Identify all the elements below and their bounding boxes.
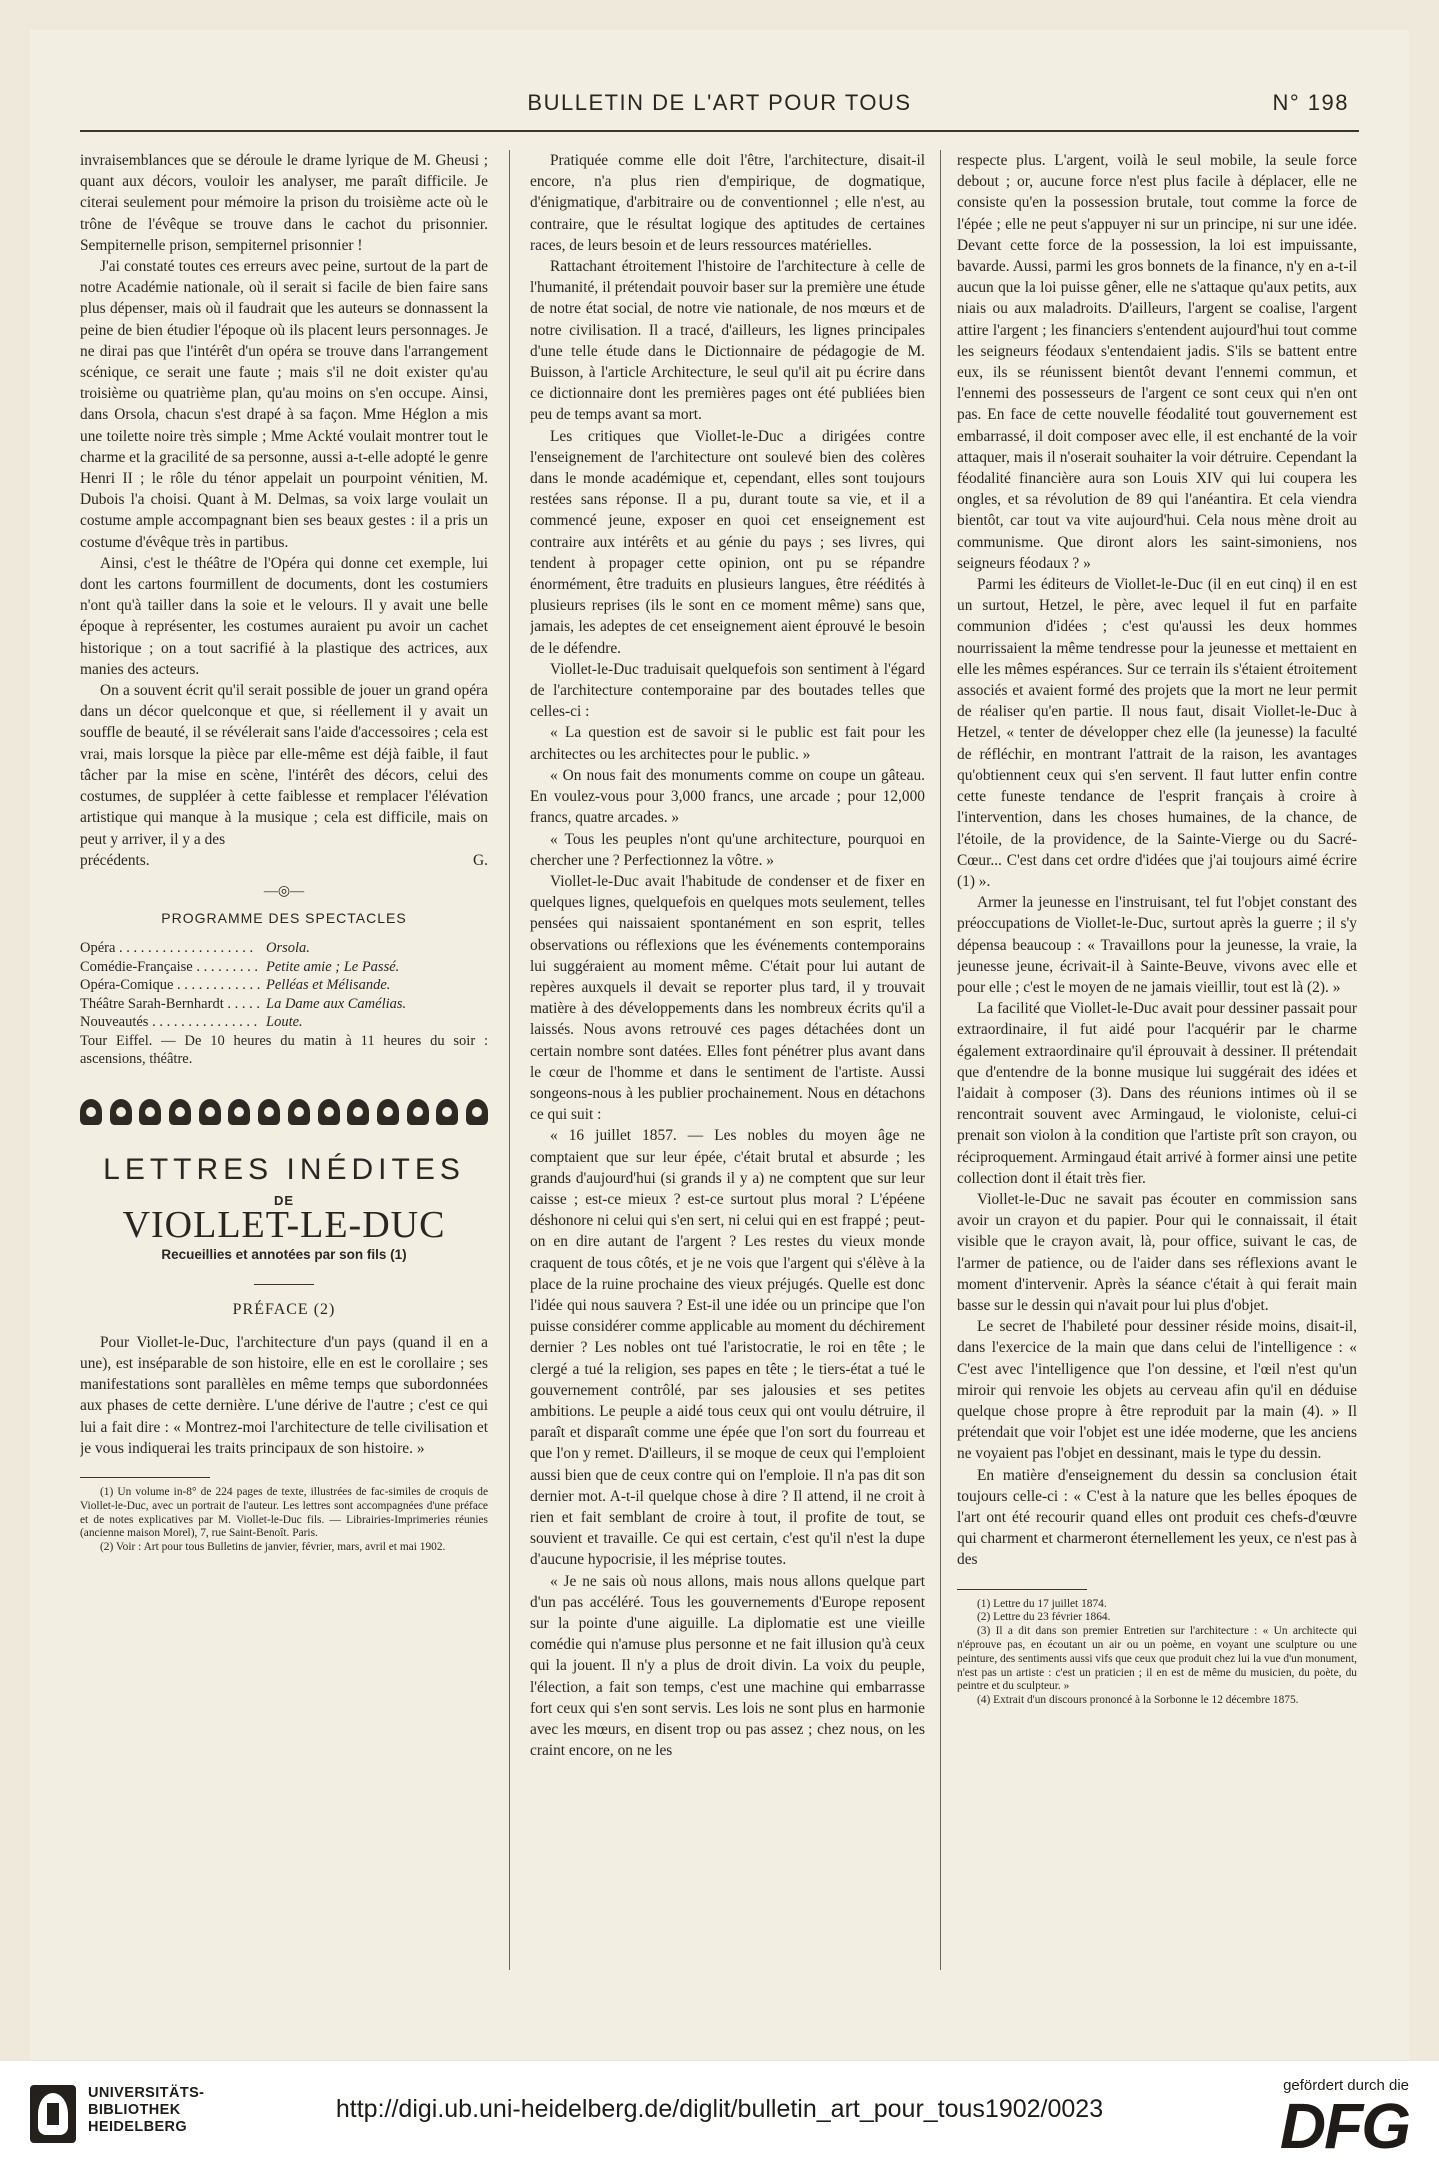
section-ornament: —◎— [263,883,305,899]
quote: « Je ne sais où nous allons, mais nous allons quelque part d'un pas accéléré. Tous les gouvernements d'Europe reposent sur la pointe d'une aiguille. La diplomatie est une vieille comédie qui n'amuse plus personne et ne fait illusion qu'à ceux qui la jouent. Il n'y a plus de droit divin. La voix du peuple, l'élection, a fait son temps, c'est une machine qui embarrasse fort ceux qui s'en sont servis. Les lois ne sont plus en harmonie avec les mœurs, en disent trop ou pas assez ; chez nous, on les craint encore, on ne les [530,1572,925,1760]
dfg-logo[interactable]: DFG [1279,2090,1409,2162]
paragraph: La facilité que Viollet-le-Duc avait pour dessiner passait pour extraordinaire, il fut aidé pour l'acquérir par le charme également extraordinaire qu'il éprouvait à dessiner. Il prétendait que d'entendre de la bonne musique lui suggérait des idées et l'aidait à composer (3). Dans des réunions intimes où il se rencontrait souvent avec Armingaud, le violoniste, celui-ci prenait son violon à la condition que l'artiste prît son crayon, ou réciproquement. Armingaud était arrivé à former ainsi une petite collection dont il était très fier. [957,1000,1357,1187]
programme-row [80,939,488,958]
newspaper-page [30,30,1409,2060]
programme-row [80,958,488,977]
paragraph: Armer la jeunesse en l'instruisant, tel fut l'objet constant des préoccupations de Viollet-le-Duc, surtout après la guerre ; il s'y dépensa beaucoup : « Travaillons pour la jeunesse, la vraie, la jeunesse jeune, écrivait-il à Sainte-Beuve, vivons avec elle et pour elle ; c'est le moyen de ne jamais vieillir, tout est là (2). » [957,894,1357,996]
footnote-rule [80,1477,210,1478]
tour-eiffel-note: Tour Eiffel. — De 10 heures du matin à 11 heures du soir : ascensions, théâtre. [80,1032,488,1068]
footnote: (2) Voir : Art pour tous Bulletins de janvier, février, mars, avril et mai 1902. [100,1541,446,1554]
programme-row [80,976,488,995]
column-3 [957,150,1357,1970]
venue: Comédie-Française . . . [80,958,260,977]
footnote: (1) Lettre du 17 juillet 1874. [977,1597,1107,1610]
preface-heading: PRÉFACE (2) [232,1300,336,1318]
library-line: UNIVERSITÄTS- [88,2085,205,2101]
bulletin-title: BULLETIN DE L'ART POUR TOUS [527,90,912,115]
programme-heading: PROGRAMME DES SPECTACLES [161,910,407,927]
programme-row [80,995,488,1014]
title-rule [254,1284,314,1285]
column-divider [509,150,510,1970]
column-1 [80,150,488,1980]
footnote: (2) Lettre du 23 février 1864. [977,1611,1111,1624]
quote: « On nous fait des monuments comme on coupe un gâteau. En voulez-vous pour 3,000 francs, une arcade ; pour 12,000 francs, quatre arcades. » [530,766,925,827]
digitization-footer [0,2061,1439,2164]
play: Pelléas et Mélisande. [266,977,391,994]
quote: « 16 juillet 1857. — Les nobles du moyen âge ne comptaient que sur leur épée, c'était brutal et absurde ; les grands d'aujourd'hui (si grands il y a) ne comptent que sur leur caisse ; est-ce mieux ? est-ce surtout plus moral ? L'épéene déshonore ni celui qui s'en sert, ni celui qui en est frappé ; peut-on en dire autant de l'argent ? Les restes du vieux monde craquent de tous côtés, et je ne vois que l'argent qui s'élève à la place de la ruine prochaine des vieux préjugés. Quelle est donc l'idée qui nous sauvera ? Est-il une idée ou un principe que l'on puisse considérer comme applicable au moment du déchirement dernier ? Les nobles ont tué l'aristocratie, le roi en tête ; le clergé a tué la religion, ses papes en tête ; le tiers-état a tué le gouvernement contrôlé, par ses jalousies et ses petites ambitions. Le peuple a aidé tous ceux qui ont voulu détruire, il paraît et disparaît comme une épée que l'on sort du fourreau et que l'on y remet. D'ailleurs, il se moque de ceux qui l'emploient aussi bien que de ceux contre qui on l'emploie. Il n'a pas dit son dernier mot. A-t-il quelque chose à dire ? Il attend, il ne croit à rien et fait semblant de croire à tout, il profite de tout, se souvient et travaille. Ce qui est certain, c'est qu'il n'est la dupe d'aucune hypocrisie, il les méprise toutes. [530,1127,925,1569]
paragraph: Le secret de l'habileté pour dessiner réside moins, disait-il, dans l'exercice de la main que dans celui de l'intelligence : « C'est avec l'intelligence que l'on dessine, et l'œil n'est qu'un miroir qui renvoie les objets au cerveau afin qu'il en déduise quelque chose propre à être reproduit par la main (4). » Il prétendait que voir l'objet est une idée moderne, que les anciens ne voyaient pas l'objet en dessinant, mais le type du dessin. [957,1318,1357,1463]
paragraph: Les critiques que Viollet-le-Duc a dirigées contre l'enseignement de l'architecture ont soulevé bien des colères dans le monde académique et, cependant, elles sont toujours restées sans réponse. Il a pu, durant toute sa vie, et il a commencé jeune, exposer en quoi cet enseignement est contraire aux intérêts et au génie du pays ; ses livres, qui tendent à propager cette opinion, ont pu se répandre énormément, être traduits en plusieurs langues, être réédités à plusieurs reprises (ils le sont en ce moment même) sans que, jamais, les adeptes de cet enseignement aient éprouvé le besoin de le défendre. [530,427,925,657]
play: La Dame aux Camélias. [266,995,407,1012]
paragraph: respecte plus. L'argent, voilà le seul mobile, la seule force debout ; or, aucune force n'est plus facile à déplacer, elle ne consiste qu'en la possession brutale, tout comme la force de l'épée ; elle ne peut s'appuyer ni sur un principe, ni sur une idée. Devant cette force de la possession, la loi est impuissante, bavarde. Aussi, parmi les gros bonnets de la finance, n'y en a-t-il aucun que la loi puisse gêner, elle ne s'attaque qu'aux petits, aux niais ou aux maladroits. D'ailleurs, l'argent se coalise, l'argent attire l'argent ; les financiers s'entendent aujourd'hui tout comme les seigneurs féodaux s'entendaient jadis. S'ils se battent entre eux, ils se réunissent bientôt devant l'ennemi commun, et l'ennemi des possesseurs de l'argent ce sont ceux qui n'en ont pas. En face de cette nouvelle féodalité tout gouvernement est embarrassé, il doit composer avec elle, il est enchanté de la voir attaquer, mais il n'oserait souhaiter la voir détruire. Cependant la féodalité financière aura son Louis XIV qui lui coupera les ongles, et sa révolution de 89 qui l'anéantira. Et cela viendra bientôt, car tout va vite aujourd'hui. Cela nous mène droit au communisme. Que diront alors les saint-simoniens, nos seigneurs féodaux ? » [957,152,1357,572]
paragraph: Viollet-le-Duc avait l'habitude de condenser et de fixer en quelques lignes, quelquefois en quelques mots seulement, telles pensées qui naissaient spontanément en son esprit, telles observations ou réflexions que les événements contemporains lui suggéraient au moment même. C'était pour lui autant de repères auxquels il devait se reporter plus tard, il y trouvait matière à des développements dans les nombreux écrits qu'il a laissés. Nous avons retrouvé ces pages détachées dont un certain nombre sont datées. Elles font pénétrer plus avant dans le cœur de l'homme et dans le sentiment de l'artiste. Aussi songeons-nous à les publier prochainement. Nous en détachons ce qui suit : [530,872,925,1124]
venue: Nouveautés . . . [80,1013,260,1032]
play: Loute. [266,1014,303,1031]
paragraph: Ainsi, c'est le théâtre de l'Opéra qui donne cet exemple, lui dont les cartons fourmillent de documents, dont les costumiers n'ont qu'à tailler dans la soie et le velours. Il y avait une belle époque à représenter, les costumes auraient pu avoir un cachet historique ; on a tout sacrifié à la plastique des actrices, aux manies des acteurs. [80,554,488,678]
article-title-de: DE [273,1193,295,1209]
quote: « Tous les peuples n'ont qu'une architecture, pourquoi en chercher une ? Perfectionnez la vôtre. » [530,830,925,869]
paragraph: Rattachant étroitement l'histoire de l'architecture à celle de l'humanité, il prétendait pouvoir baser sur la première une étude de notre état social, de notre vie nationale, de nos mœurs et de notre civilisation. Il a tracé, d'ailleurs, les lignes principales d'une telle étude dans le Dictionnaire de pédagogie de M. Buisson, à l'article Architecture, le seul qu'il ait pu écrire dans ce dictionnaire dont les premières pages ont été publiées bien peu de temps avant sa mort. [530,258,925,424]
article-title-line1: LETTRES INÉDITES [103,1152,465,1186]
play: Petite amie ; Le Passé. [266,958,400,975]
library-line: BIBLIOTHEK [88,2102,181,2118]
running-head [90,86,1349,126]
venue: Opéra-Comique . . . [80,976,260,995]
footnote: (3) Il a dit dans son premier Entretien sur l'architecture : « Un architecte qui n'éprouve pas, en écoutant un air ou un poème, en voyant une sculpture ou une peinture, des sentiments aussi vifs que ceux que produit chez lui la vue d'un monument, n'est pas un artiste : c'est un praticien ; il en est de même du musicien, du poète, du peintre et du sculpteur. » [957,1625,1357,1693]
issue-number: N° 198 [1272,90,1349,115]
play: Orsola. [266,940,310,957]
footnote: (4) Extrait d'un discours prononcé à la Sorbonne le 12 décembre 1875. [977,1694,1299,1707]
paragraph: On a souvent écrit qu'il serait possible de jouer un grand opéra dans un décor quelconque et que, si réellement il y avait un souffle de beauté, il se révélerait sans l'aide d'accessoires ; cela est vrai, mais lorsque la pièce par elle-même est déjà faible, il faut tâcher par la mise en scène, l'intérêt des décors, celui des costumes, de suppléer à cette faiblesse et remplacer l'élévation artistique qui manque à la musique ; cela est difficile, mais on peut y arriver, il y a des [80,682,488,848]
header-rule [80,130,1359,132]
signature-line [80,850,488,871]
author-signature: G. [473,851,488,869]
paragraph: Viollet-le-Duc ne savait pas écouter en commission sans avoir un crayon et du papier. Pour qui le connaissait, il était visible que le crayon avait, là, pour office, suivant le cas, de l'armer de patience, ou de l'aider dans ses réflexions avant le moment d'intervenir. Après la séance c'était à qui ferait main basse sur le dessin qui n'avait pour lui plus d'objet. [957,1190,1357,1314]
permalink-url[interactable]: http://digi.ub.uni-heidelberg.de/diglit/bulletin_art_pour_tous1902/0023 [335,2095,1104,2123]
venue: Opéra . . . [80,939,260,958]
quote: « La question est de savoir si le public est fait pour les architectes ou les architectes pour le public. » [530,724,925,763]
footnote-rule [957,1589,1087,1590]
article-subtitle: Recueillies et annotées par son fils (1) [161,1247,407,1263]
column-divider [940,150,941,1970]
decorative-frieze [80,1095,488,1129]
paragraph: invraisemblances que se déroule le drame lyrique de M. Gheusi ; quant aux décors, vouloir les analyser, me paraît difficile. Je citerai seulement pour mémoire la prison du troisième acte où le trône de l'évêque se trouve dans le cachot du prisonnier. Sempiternelle prison, sempiternel prisonnier ! [80,152,488,254]
venue: Théâtre Sarah-Bernhardt . . . [80,995,260,1014]
article-title-name: VIOLLET-LE-DUC [122,1204,446,1247]
paragraph: En matière d'enseignement du dessin sa conclusion était toujours celle-ci : « C'est à la nature que les belles époques de l'art ont été recourir quand elles ont produit ces chefs-d'œuvre qui charment et charmeront éternellement les yeux, ce n'est pas à des [957,1466,1357,1569]
paragraph: Parmi les éditeurs de Viollet-le-Duc (il en eut cinq) il en est un surtout, Hetzel, le père, avec lequel il fut en parfaite communion d'idées ; c'est qu'aussi les deux hommes nourrissaient la même tendresse pour la jeunesse et mettaient en elle les mêmes espérances. Sur ce terrain ils s'étaient étroitement associés et avaient formé des projets que la mort ne leur permit de réaliser qu'en partie. Il nous faut, disait Viollet-le-Duc à Hetzel, « tenter de développer chez elle (la jeunesse) la faculté de réfléchir, en montrant l'attrait de la raison, les avantages qu'obtiennent ceux qui s'en servent. Il faut lutter enfin contre cette funeste tendance de l'esprit français à croire à l'intervention, dans les choses humaines, de la chance, de l'étoile, de la providence, de la Sainte-Vierge ou du Sacré-Cœur... C'est dans cet ordre d'idées que j'ai toujours aimé écrire (1) ». [957,576,1357,890]
last-line: précédents. [80,851,150,869]
paragraph: Pratiquée comme elle doit l'être, l'architecture, disait-il encore, n'a plus rien d'empirique, de dogmatique, d'énigmatique, d'arbitraire ou de conventionnel ; elle n'est, au contraire, que le résultat logique des aptitudes de certaines races, de leurs besoin et de leurs ressources matérielles. [530,152,925,254]
paragraph: Pour Viollet-le-Duc, l'architecture d'un pays (quand il en a une), est inséparable de son histoire, elle en est le corollaire ; ses manifestations sont parallèles en même temps que subordonnées aux phases de cette dernière. L'une dérive de l'autre ; c'est ce qui lui a fait dire : « Montrez-moi l'architecture de telle civilisation et je vous indiquerai les traits principaux de son histoire. » [80,1333,488,1457]
footnote: (1) Un volume in-8° de 224 pages de texte, illustrées de fac-similes de croquis de Viollet-le-Duc, avec un portrait de l'auteur. Les lettres sont accompagnées d'une préface et de notes explicatives par M. Viollet-le-Duc fils. — Librairies-Imprimeries réunies (ancienne maison Morel), 7, rue Saint-Benoît. Paris. [80,1486,488,1540]
library-line: HEIDELBERG [88,2119,188,2135]
paragraph: Viollet-le-Duc traduisait quelquefois son sentiment à l'égard de l'architecture contemporaine par des boutades telles que celles-ci : [530,660,925,721]
paragraph: J'ai constaté toutes ces erreurs avec peine, surtout de la part de notre Académie nationale, où il serait si facile de bien faire sans plus dépenser, mais où il faudrait que les auteurs se donnassent la peine de bien étudier l'époque où ils placent leurs personnages. Je ne dirai pas que l'intérêt d'un opéra se trouve dans l'arrangement scénique, ce serait une faute ; mais s'il ne doit exister qu'au troisième ou quatrième plan, qu'au moins on s'en occupe. Ainsi, dans Orsola, chacun s'est drapé à sa façon. Mme Héglon a mis une toilette noire très simple ; Mme Ackté voulait montrer tout le charme et la gracilité de sa personne, aussi a-t-elle adopté le genre Henri II ; le rôle du ténor appelait un pourpoint vénitien, M. Dubois l'a choisi. Quant à M. Delmas, sa voix large voulait un costume ample accompagnant bien ses beaux gestes : il a pris un costume d'évêque très in partibus. [80,258,488,551]
funder-block [1279,2077,1409,2162]
funder-label: gefördert durch die [1283,2077,1409,2094]
programme-row [80,1013,488,1032]
column-2 [530,150,925,2030]
